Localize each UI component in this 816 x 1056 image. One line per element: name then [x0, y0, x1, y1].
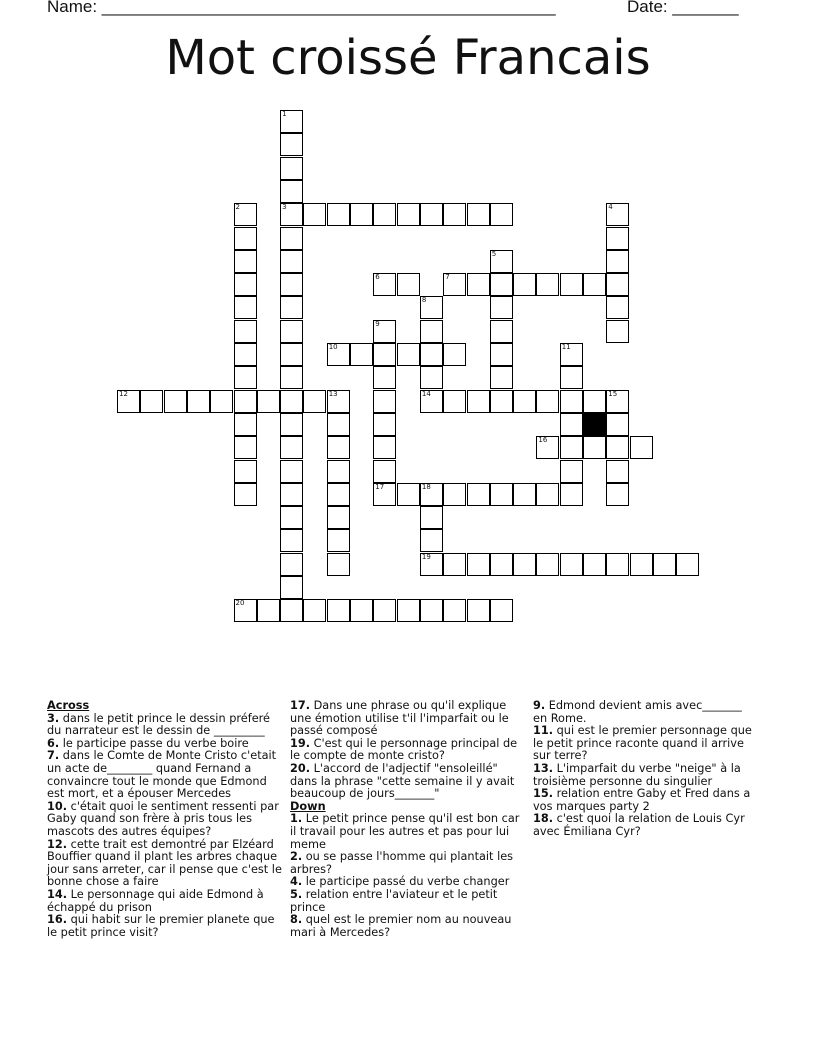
grid-cell-number: 18 [421, 482, 431, 491]
grid-cell[interactable] [373, 460, 396, 483]
grid-cell[interactable] [397, 483, 420, 506]
grid-cell[interactable] [443, 483, 466, 506]
grid-cell[interactable] [443, 599, 466, 622]
grid-cell-number: 10 [328, 343, 338, 351]
grid-cell[interactable] [234, 203, 257, 226]
clue-down-9: 9. Edmond devient amis avec_______ en Rome. [533, 699, 742, 725]
grid-cell[interactable] [560, 436, 583, 459]
grid-cell[interactable] [467, 390, 490, 413]
grid-cell[interactable] [327, 483, 350, 506]
grid-cell-number: 15 [608, 389, 618, 398]
grid-cell[interactable] [560, 390, 583, 413]
grid-cell[interactable] [490, 343, 513, 366]
grid-cell[interactable] [490, 250, 513, 273]
grid-cell[interactable] [280, 133, 303, 156]
grid-cell[interactable] [560, 343, 583, 366]
grid-cell[interactable] [606, 413, 629, 436]
name-field-label: Name: ________________________________________________ [47, 0, 556, 16]
grid-cell[interactable] [280, 180, 303, 203]
clue-down-4: 4. le participe passé du verbe changer [290, 875, 510, 889]
grid-cell[interactable] [373, 599, 396, 622]
clue-across-19: 19. C'est qui le personnage principal de le compte de monte cristo? [290, 736, 518, 763]
grid-cell[interactable] [443, 390, 466, 413]
grid-cell[interactable] [443, 553, 466, 576]
grid-cell[interactable] [630, 553, 653, 576]
grid-cell[interactable] [257, 599, 280, 622]
grid-cell[interactable] [653, 553, 676, 576]
grid-cell-number: 7 [445, 273, 450, 282]
grid-cell[interactable] [327, 343, 350, 366]
clue-down-8: 8. quel est le premier nom au nouveau mari à Mercedes? [290, 913, 512, 939]
grid-cell[interactable] [397, 343, 420, 366]
grid-cell-number: 20 [235, 599, 245, 608]
grid-cell[interactable] [327, 529, 350, 552]
grid-cell[interactable] [583, 390, 606, 413]
grid-cell-number: 13 [328, 389, 338, 398]
grid-cell[interactable] [606, 460, 629, 483]
grid-cell-number: 17 [375, 482, 385, 491]
clue-across-7: 7. dans le Comte de Monte Cristo c'etait un acte de________ quand Fernand a convaincre tout le monde que Edmond est mort, et a épouser Mercedes [47, 749, 277, 801]
date-field-label: Date: _______ [627, 0, 739, 16]
grid-cell[interactable] [536, 553, 559, 576]
grid-cell[interactable] [467, 203, 490, 226]
grid-cell-number: 8 [421, 296, 427, 305]
grid-cell[interactable] [280, 460, 303, 483]
grid-cell[interactable] [280, 599, 303, 622]
grid-cell[interactable] [234, 227, 257, 250]
grid-cell[interactable] [420, 296, 443, 319]
clues-column-1 [47, 700, 283, 939]
grid-cell[interactable] [536, 483, 559, 506]
grid-cell-number: 11 [561, 343, 571, 351]
grid-cell[interactable] [280, 553, 303, 576]
grid-cell[interactable] [467, 599, 490, 622]
grid-cell[interactable] [490, 296, 513, 319]
grid-cell[interactable] [583, 436, 606, 459]
grid-cell[interactable] [420, 506, 443, 529]
grid-cell[interactable] [490, 320, 513, 343]
grid-cell[interactable] [513, 483, 536, 506]
grid-cell[interactable] [280, 436, 303, 459]
grid-cell[interactable] [327, 436, 350, 459]
grid-cell[interactable] [606, 553, 629, 576]
grid-cell[interactable] [373, 273, 396, 296]
grid-cell[interactable] [560, 483, 583, 506]
clue-across-3: 3. dans le petit prince le dessin préferé du narrateur est le dessin de _________ [47, 711, 270, 738]
grid-cell[interactable] [606, 296, 629, 319]
grid-cell[interactable] [606, 227, 629, 250]
grid-cell[interactable] [350, 343, 373, 366]
black-grid-cell [583, 413, 606, 436]
grid-cell[interactable] [373, 483, 396, 506]
grid-cell[interactable] [606, 390, 629, 413]
grid-cell[interactable] [350, 203, 373, 226]
grid-cell[interactable] [280, 227, 303, 250]
clue-across-17: 17. Dans une phrase ou qu'il explique une émotion utilise t'il l'imparfait ou le passé composé [290, 699, 509, 738]
grid-cell[interactable] [560, 460, 583, 483]
grid-cell[interactable] [443, 203, 466, 226]
grid-cell[interactable] [280, 529, 303, 552]
grid-cell[interactable] [117, 390, 140, 413]
grid-cell[interactable] [467, 483, 490, 506]
grid-cell[interactable] [303, 203, 326, 226]
grid-cell[interactable] [234, 343, 257, 366]
grid-cell-number: 19 [421, 552, 431, 561]
grid-cell[interactable] [583, 553, 606, 576]
grid-cell[interactable] [327, 203, 350, 226]
grid-cell[interactable] [606, 483, 629, 506]
grid-cell[interactable] [280, 413, 303, 436]
clue-across-6: 6. le participe passe du verbe boire [47, 736, 249, 750]
grid-cell[interactable] [490, 483, 513, 506]
grid-cell[interactable] [257, 390, 280, 413]
grid-cell[interactable] [420, 343, 443, 366]
grid-cell[interactable] [373, 320, 396, 343]
grid-cell[interactable] [490, 390, 513, 413]
grid-cell-number: 2 [235, 203, 240, 212]
grid-cell[interactable] [560, 273, 583, 296]
grid-cell[interactable] [234, 320, 257, 343]
grid-cell-number: 6 [375, 273, 380, 282]
grid-cell[interactable] [397, 273, 420, 296]
grid-cell-number: 4 [608, 203, 613, 212]
grid-cell[interactable] [350, 599, 373, 622]
clue-down-5: 5. relation entre l'aviateur et le petit prince [290, 887, 498, 914]
grid-cell[interactable] [490, 553, 513, 576]
grid-cell[interactable] [234, 460, 257, 483]
grid-cell[interactable] [280, 320, 303, 343]
grid-cell[interactable] [583, 273, 606, 296]
grid-cell[interactable] [234, 413, 257, 436]
grid-cell[interactable] [327, 460, 350, 483]
grid-cell[interactable] [280, 366, 303, 389]
grid-cell[interactable] [280, 390, 303, 413]
grid-cell[interactable] [280, 343, 303, 366]
clue-across-16: 16. qui habit sur le premier planete que le petit prince visit? [47, 913, 275, 939]
grid-cell[interactable] [373, 366, 396, 389]
grid-cell[interactable] [280, 483, 303, 506]
across-heading: Across [47, 699, 90, 712]
grid-cell[interactable] [420, 529, 443, 552]
grid-cell[interactable] [676, 553, 699, 576]
grid-cell[interactable] [327, 599, 350, 622]
grid-cell[interactable] [397, 599, 420, 622]
clue-down-13: 13. L'imparfait du verbe "neige" à la troisième personne du singulier [533, 761, 741, 788]
grid-cell[interactable] [280, 296, 303, 319]
grid-cell[interactable] [373, 343, 396, 366]
grid-cell[interactable] [280, 250, 303, 273]
grid-cell[interactable] [210, 390, 233, 413]
grid-cell[interactable] [327, 506, 350, 529]
clue-across-12: 12. cette trait est demontré par Elzéard Bouffier quand il plant les arbres chaque jour sans arreter, car il pense que c'est le bonne chose a faire [47, 837, 282, 889]
grid-cell[interactable] [187, 390, 210, 413]
grid-cell[interactable] [536, 390, 559, 413]
clue-down-11: 11. qui est le premier personnage que le petit prince raconte quand il arrive sur terre? [533, 724, 752, 763]
grid-cell[interactable] [373, 390, 396, 413]
grid-cell[interactable] [397, 203, 420, 226]
grid-cell-number: 9 [375, 319, 380, 328]
clue-down-1: 1. Le petit prince pense qu'il est bon car il travail pour les autres et pas pour lui meme [290, 812, 520, 851]
grid-cell[interactable] [490, 599, 513, 622]
grid-cell[interactable] [420, 553, 443, 576]
grid-cell[interactable] [280, 506, 303, 529]
grid-cell-number: 3 [282, 203, 287, 212]
clue-across-10: 10. c'était quoi le sentiment ressenti par Gaby quand son frère à pris tous les mascots des autres équipes? [47, 799, 279, 838]
grid-cell[interactable] [606, 203, 629, 226]
grid-cell[interactable] [280, 203, 303, 226]
grid-cell[interactable] [373, 413, 396, 436]
grid-cell[interactable] [234, 483, 257, 506]
grid-cell[interactable] [513, 390, 536, 413]
down-heading: Down [290, 799, 326, 813]
grid-cell[interactable] [560, 413, 583, 436]
grid-cell[interactable] [606, 436, 629, 459]
clues-column-2 [290, 700, 520, 939]
grid-cell[interactable] [443, 273, 466, 296]
grid-cell-number: 16 [538, 436, 548, 445]
clue-down-15: 15. relation entre Gaby et Fred dans a vos marques party 2 [533, 787, 751, 813]
grid-cell[interactable] [373, 203, 396, 226]
grid-cell[interactable] [420, 599, 443, 622]
grid-cell-number: 1 [282, 110, 287, 118]
grid-cell[interactable] [513, 553, 536, 576]
grid-cell[interactable] [630, 436, 653, 459]
grid-cell[interactable] [560, 553, 583, 576]
grid-cell[interactable] [303, 390, 326, 413]
grid-cell[interactable] [420, 366, 443, 389]
grid-cell[interactable] [443, 343, 466, 366]
grid-cell[interactable] [327, 553, 350, 576]
grid-cell[interactable] [280, 110, 303, 133]
grid-cell[interactable] [234, 273, 257, 296]
grid-cell[interactable] [606, 320, 629, 343]
grid-cell[interactable] [234, 436, 257, 459]
grid-cell[interactable] [234, 250, 257, 273]
grid-cell[interactable] [490, 366, 513, 389]
grid-cell[interactable] [420, 390, 443, 413]
grid-cell[interactable] [234, 296, 257, 319]
grid-cell-number: 5 [491, 249, 497, 258]
grid-cell[interactable] [234, 366, 257, 389]
grid-cell[interactable] [467, 273, 490, 296]
grid-cell[interactable] [234, 390, 257, 413]
grid-cell[interactable] [234, 599, 257, 622]
grid-cell[interactable] [280, 273, 303, 296]
grid-cell[interactable] [490, 273, 513, 296]
grid-cell[interactable] [420, 483, 443, 506]
grid-cell[interactable] [490, 203, 513, 226]
grid-cell[interactable] [327, 390, 350, 413]
clue-down-2: 2. ou se passe l'homme qui plantait les arbres? [290, 850, 514, 876]
clue-across-20: 20. L'accord de l'adjectif "ensoleillé" dans la phrase "cette semaine il y avait beaucoup de jours_______" [290, 761, 515, 801]
grid-cell[interactable] [303, 599, 326, 622]
grid-cell[interactable] [513, 273, 536, 296]
grid-cell-number: 12 [119, 389, 128, 398]
grid-cell[interactable] [420, 320, 443, 343]
grid-cell[interactable] [164, 390, 187, 413]
grid-cell[interactable] [420, 203, 443, 226]
grid-cell[interactable] [606, 273, 629, 296]
grid-cell[interactable] [373, 436, 396, 459]
grid-cell[interactable] [280, 576, 303, 599]
clues-column-3 [533, 700, 759, 839]
grid-cell[interactable] [536, 436, 559, 459]
grid-cell[interactable] [140, 390, 163, 413]
grid-cell[interactable] [327, 413, 350, 436]
grid-cell[interactable] [536, 273, 559, 296]
page-title: Mot croissé Francais [165, 30, 651, 86]
grid-cell-number: 14 [421, 389, 431, 398]
grid-cell[interactable] [280, 157, 303, 180]
grid-cell[interactable] [560, 366, 583, 389]
clue-across-14: 14. Le personnage qui aide Edmond à échappé du prison [47, 887, 264, 914]
grid-cell[interactable] [606, 250, 629, 273]
grid-cell[interactable] [467, 553, 490, 576]
clue-down-18: 18. c'est quoi la relation de Louis Cyr avec Émiliana Cyr? [533, 812, 745, 838]
